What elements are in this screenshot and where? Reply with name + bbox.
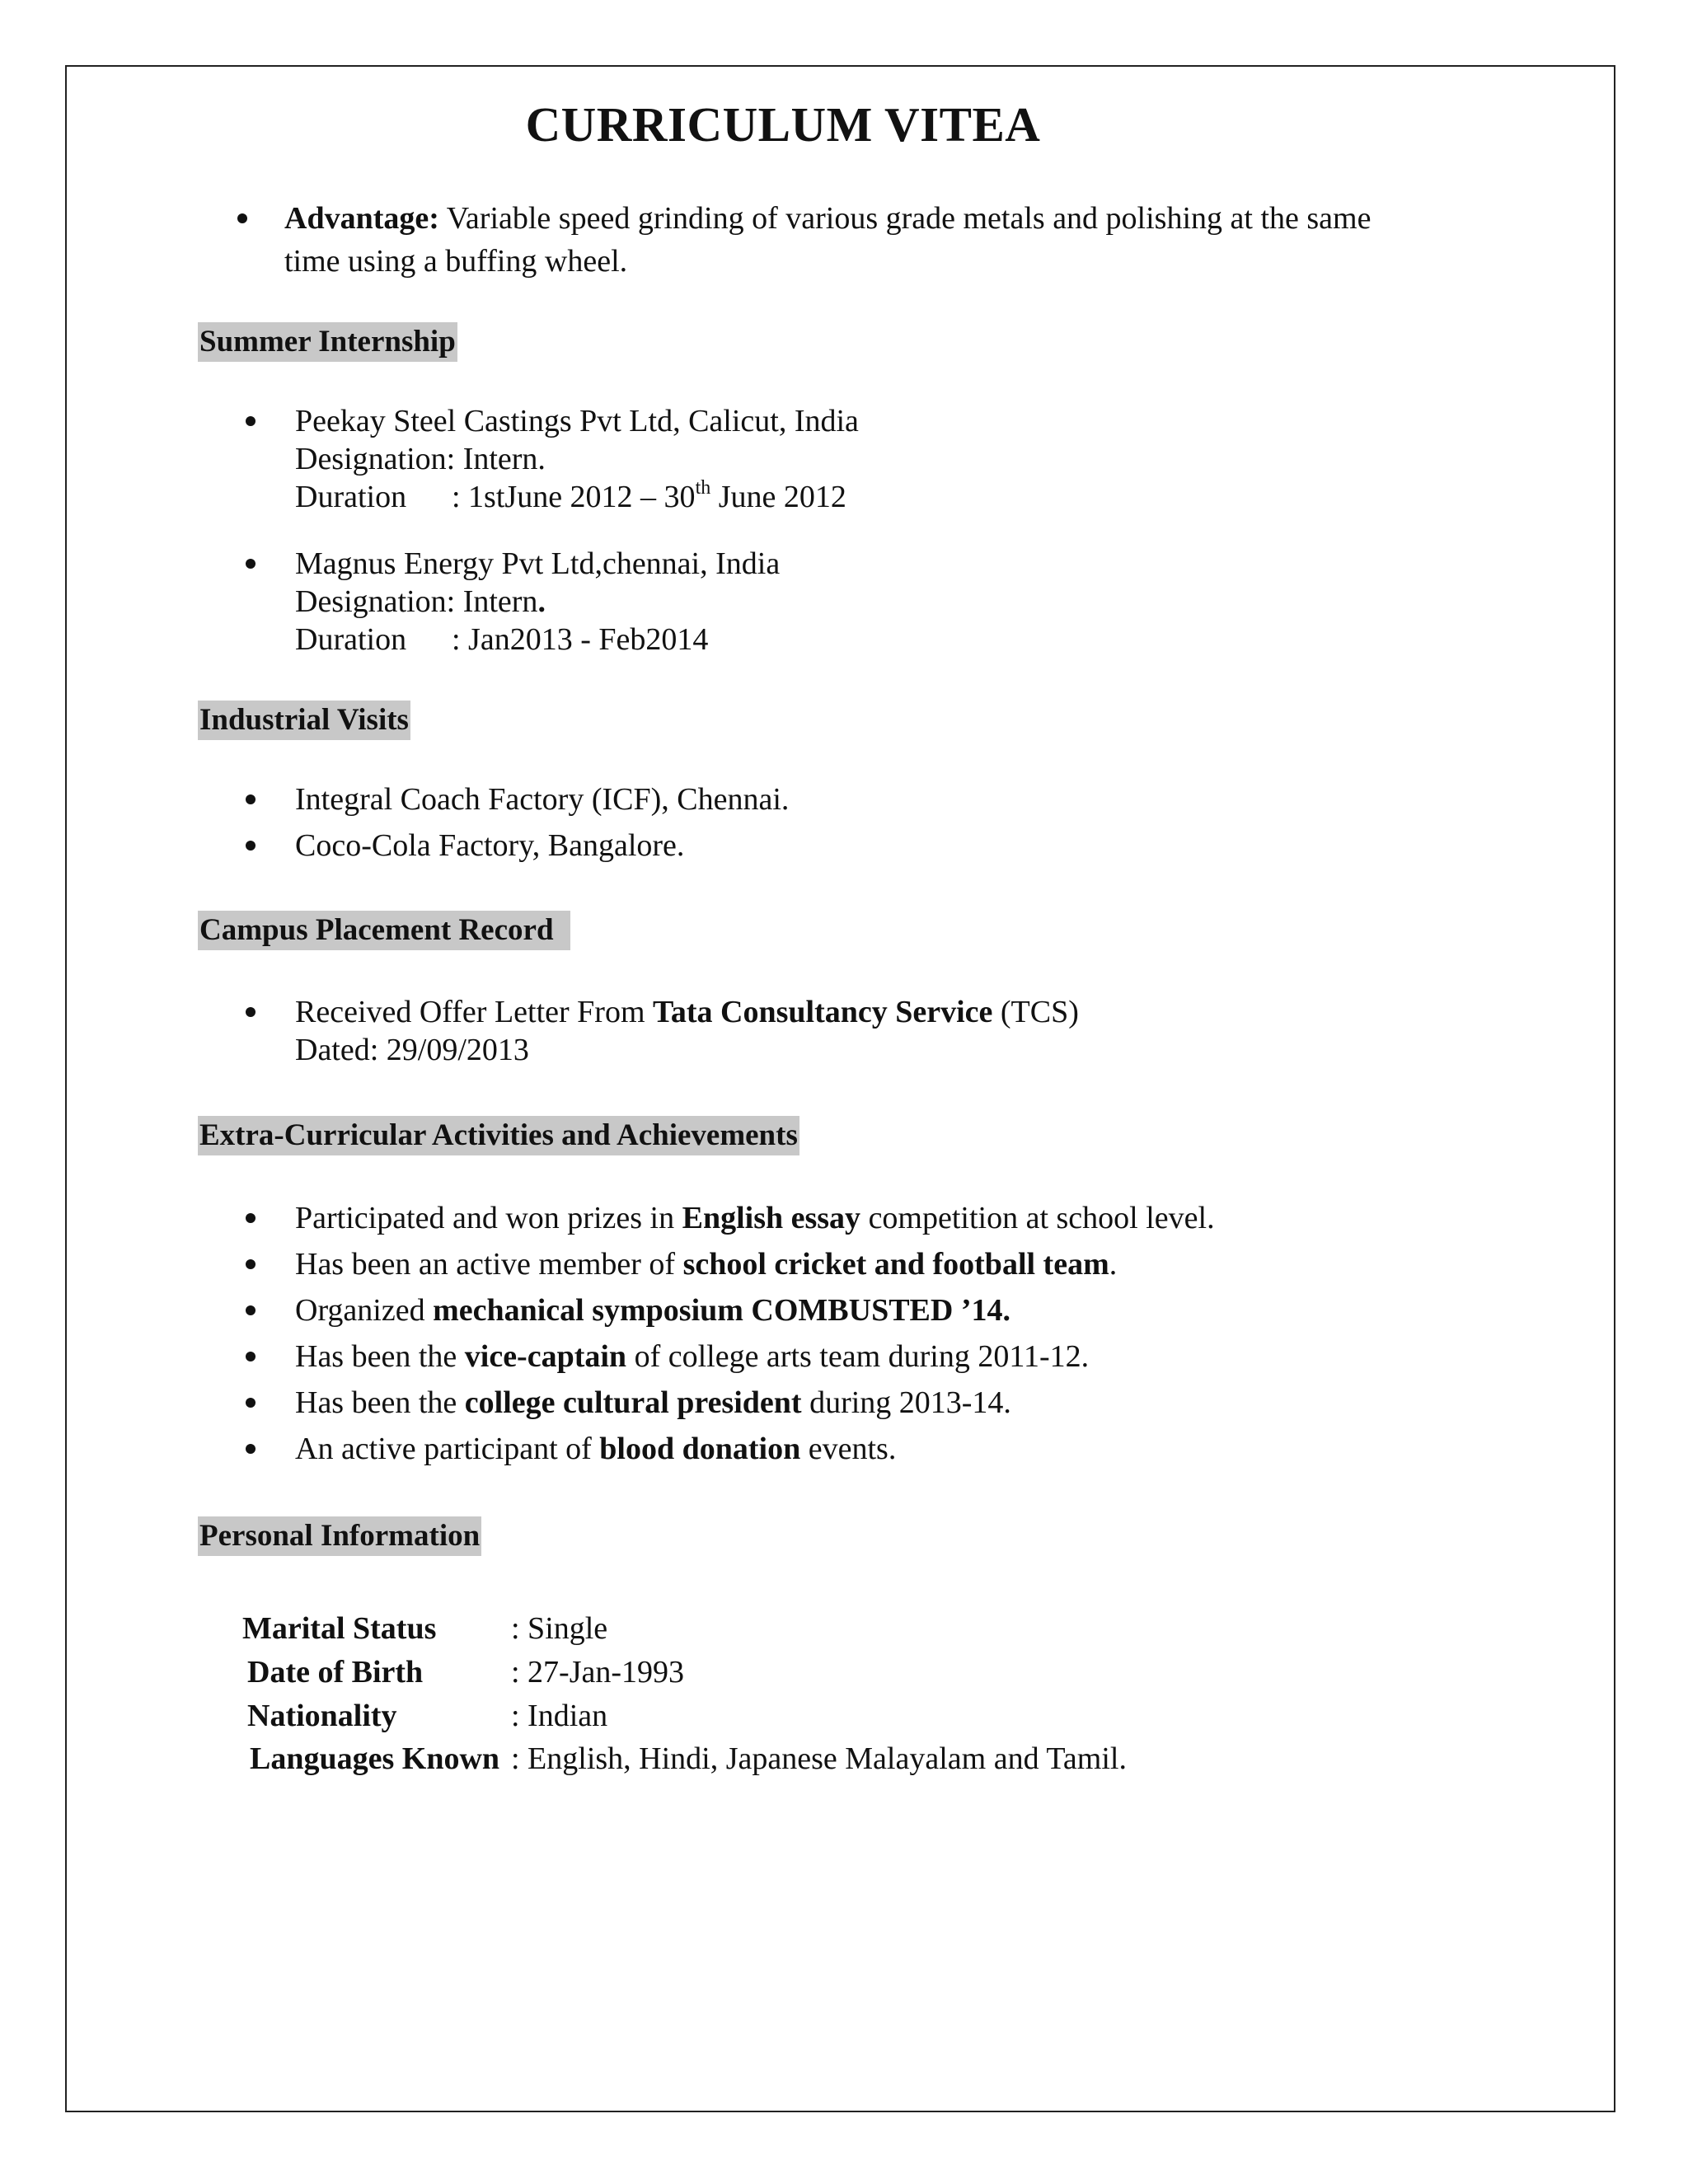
section-heading-summer-internship: Summer Internship (198, 322, 457, 362)
activity-item: Has been an active member of school cricket and football team. (295, 1247, 1118, 1282)
internship-2-duration-value: : Jan2013 - Feb2014 (452, 622, 709, 657)
personal-value-dob: : 27-Jan-1993 (511, 1655, 685, 1690)
bullet-icon (246, 559, 256, 569)
personal-label-dob: Date of Birth (247, 1655, 424, 1690)
personal-label-languages: Languages Known (250, 1741, 500, 1776)
activity-item: Organized mechanical symposium COMBUSTED ’14. (295, 1293, 1010, 1328)
internship-1-duration-label: Duration (295, 480, 407, 514)
internship-2-company: Magnus Energy Pvt Ltd,chennai, India (295, 546, 781, 581)
bullet-icon (246, 1213, 256, 1223)
internship-2-designation: Designation: Intern. (295, 584, 546, 619)
activity-item: Participated and won prizes in English essay competition at school level. (295, 1201, 1215, 1235)
activity-item: Has been the vice-captain of college arts team during 2011-12. (295, 1339, 1090, 1374)
personal-value-languages: : English, Hindi, Japanese Malayalam and Tamil. (511, 1741, 1127, 1776)
activity-item: Has been the college cultural president during 2013-14. (295, 1385, 1011, 1420)
personal-value-marital-status: : Single (511, 1611, 608, 1646)
internship-1-company: Peekay Steel Castings Pvt Ltd, Calicut, India (295, 404, 859, 438)
internship-1-designation: Designation: Intern. (295, 442, 546, 476)
internship-2-duration-label: Duration (295, 622, 407, 657)
bullet-icon (246, 1259, 256, 1269)
bullet-icon (237, 213, 247, 223)
activity-item: An active participant of blood donation events. (295, 1432, 897, 1466)
internship-1-duration-value: : 1stJune 2012 – 30th June 2012 (452, 477, 846, 514)
bullet-icon (246, 416, 256, 426)
section-heading-campus-placement: Campus Placement Record (198, 911, 570, 950)
visit-item: Coco-Cola Factory, Bangalore. (295, 828, 685, 863)
section-heading-extra-curricular: Extra-Curricular Activities and Achievements (198, 1116, 799, 1155)
bullet-icon (246, 1007, 256, 1017)
bullet-icon (246, 1398, 256, 1408)
section-heading-personal-info: Personal Information (198, 1516, 481, 1556)
advantage-line-1 (284, 197, 1371, 240)
personal-label-nationality: Nationality (247, 1699, 397, 1733)
bullet-icon (246, 794, 256, 804)
document-title: CURRICULUM VITEA (525, 97, 1041, 152)
bullet-icon (246, 1352, 256, 1361)
advantage-label: Advantage: (284, 201, 439, 236)
placement-date: Dated: 29/09/2013 (295, 1033, 529, 1067)
placement-line-1: Received Offer Letter From Tata Consultancy Service (TCS) (295, 995, 1079, 1029)
section-heading-industrial-visits: Industrial Visits (198, 701, 410, 740)
advantage-line-2: time using a buffing wheel. (284, 244, 628, 279)
bullet-icon (246, 1444, 256, 1454)
personal-label-marital-status: Marital Status (242, 1611, 437, 1646)
advantage-text-1: Variable speed grinding of various grade metals and polishing at the same (438, 201, 1372, 236)
bullet-icon (246, 1305, 256, 1315)
page-border (65, 65, 1615, 2112)
personal-value-nationality: : Indian (511, 1699, 608, 1733)
bullet-icon (246, 841, 256, 851)
visit-item: Integral Coach Factory (ICF), Chennai. (295, 782, 790, 817)
